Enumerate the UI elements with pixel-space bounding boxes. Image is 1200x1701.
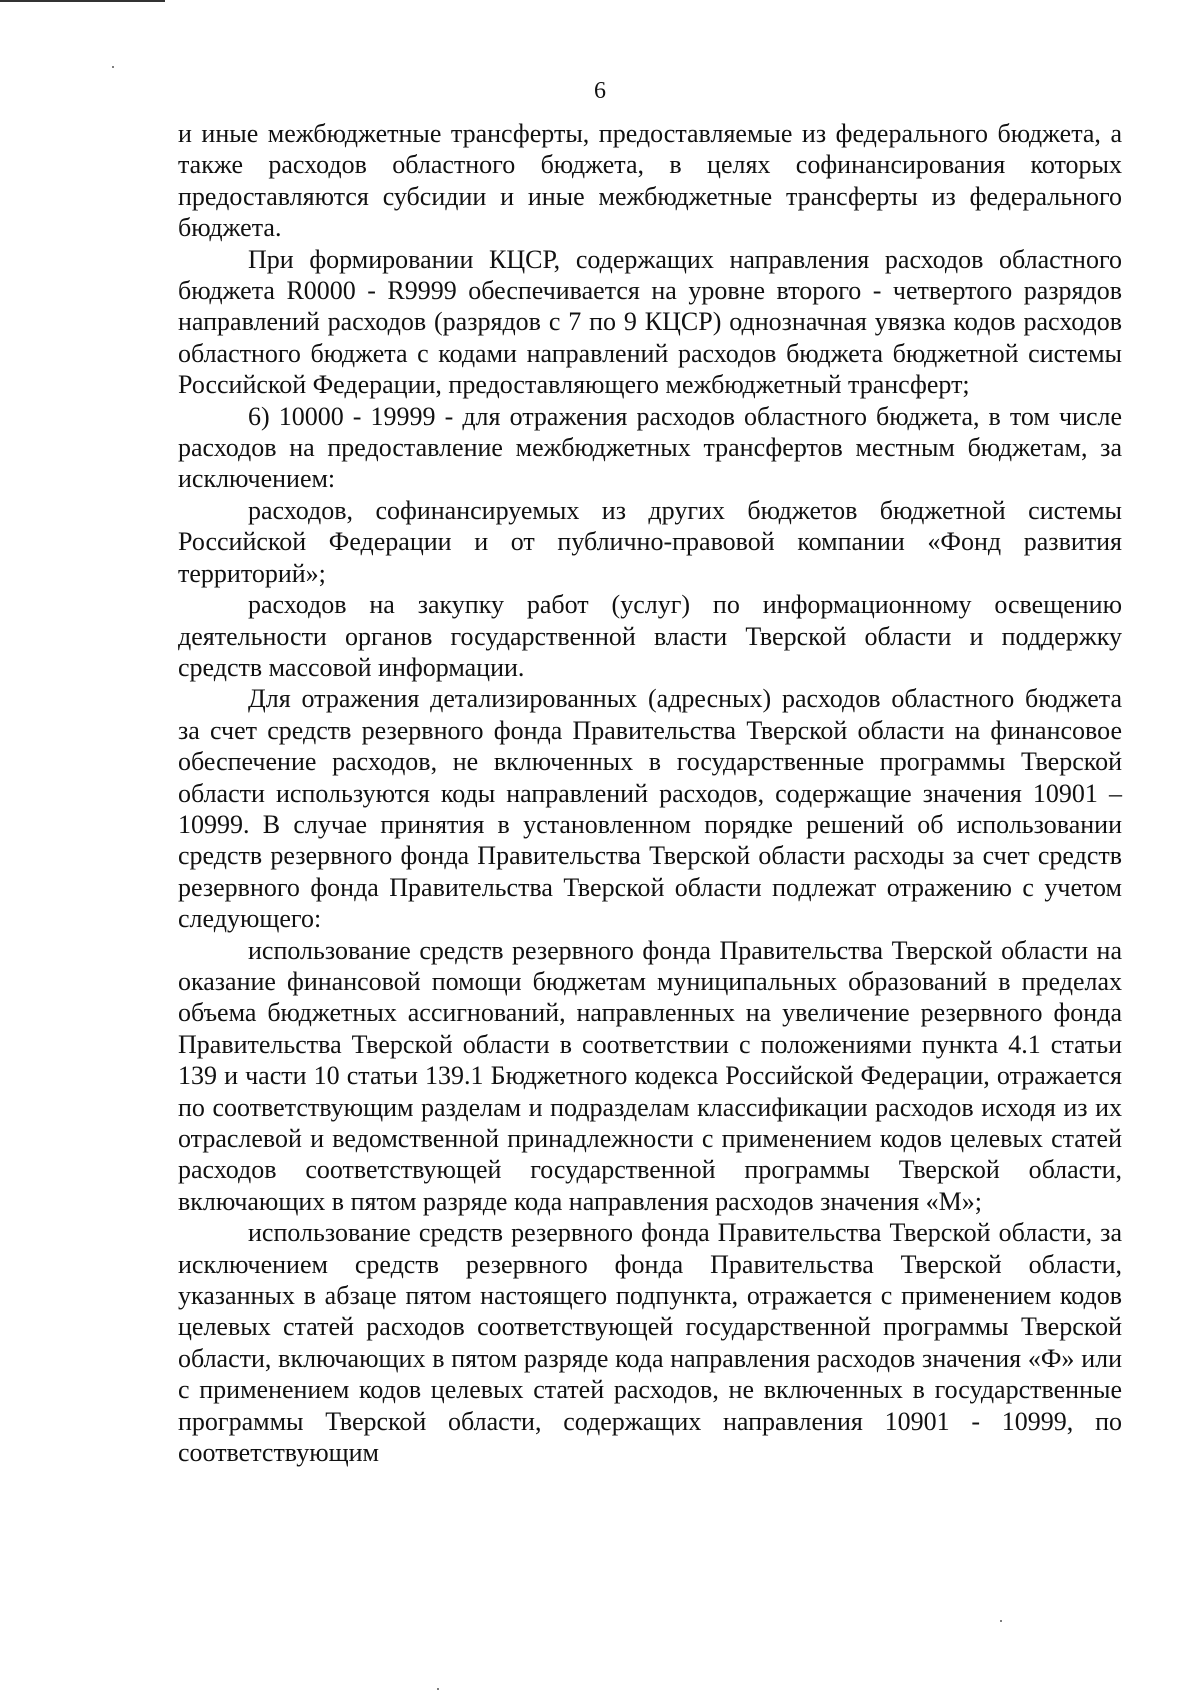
scan-speck	[1000, 1620, 1002, 1622]
scan-speck	[112, 66, 114, 68]
paragraph-3: 6) 10000 - 19999 - для отражения расходов областного бюджета, в том числе расходов на предоставление межбюджетных трансфертов местным бюджетам, за исключением:	[178, 401, 1122, 494]
paragraph-7: использование средств резервного фонда Правительства Тверской области на оказание финансовой помощи бюджетам муниципальных образований в пределах объема бюджетных ассигнований, направленных на увеличение резервного фонда Правительства Тверской области в соответствии с положениями пункта 4.1 статьи 139 и части 10 статьи 139.1 Бюджетного кодекса Российской Федерации, отражается по соответствующим разделам и подразделам классификации расходов исходя из их отраслевой и ведомственной принадлежности с применением кодов целевых статей расходов соответствующей государственной программы Тверской области, включающих в пятом разряде кода направления расходов значения «М»;	[178, 935, 1122, 1216]
paragraph-4: расходов, софинансируемых из других бюджетов бюджетной системы Российской Федерации и от публично-правовой компании «Фонд развития территорий»;	[178, 495, 1122, 588]
paragraph-5: расходов на закупку работ (услуг) по информационному освещению деятельности органов государственной власти Тверской области и поддержку средств массовой информации.	[178, 590, 1122, 682]
paragraph-1: и иные межбюджетные трансферты, предоставляемые из федерального бюджета, а также расходов областного бюджета, в целях софинансирования которых предоставляются субсидии и иные межбюджетные трансферты из федерального бюджета.	[178, 119, 1122, 243]
page-number: 6	[594, 78, 606, 104]
scan-edge-line	[0, 0, 165, 2]
paragraph-2: При формировании КЦСР, содержащих направления расходов областного бюджета R0000 - R9999 обеспечивается на уровне второго - четвертого разрядов направлений расходов (разрядов с 7 по 9 КЦСР) однозначная увязка кодов расходов областного бюджета с кодами направлений расходов бюджета бюджетной системы Российской Федерации, предоставляющего межбюджетный трансферт;	[178, 244, 1122, 400]
document-body	[178, 118, 1122, 1468]
paragraph-6: Для отражения детализированных (адресных) расходов областного бюджета за счет средств резервного фонда Правительства Тверской области на финансовое обеспечение расходов, не включенных в государственные программы Тверской области используются коды направлений расходов, содержащие значения 10901 – 10999. В случае принятия в установленном порядке решений об использовании средств резервного фонда Правительства Тверской области расходы за счет средств резервного фонда Правительства Тверской области подлежат отражению с учетом следующего:	[178, 684, 1122, 934]
scan-speck	[437, 1688, 439, 1690]
paragraph-8: использование средств резервного фонда Правительства Тверской области, за исключением средств резервного фонда Правительства Тверской области, указанных в абзаце пятом настоящего подпункта, отражается с применением кодов целевых статей расходов соответствующей государственной программы Тверской области, включающих в пятом разряде кода направления расходов значения «Ф» или с применением кодов целевых статей расходов, не включенных в государственные программы Тверской области, содержащих направления 10901 - 10999, по соответствующим	[178, 1218, 1122, 1468]
